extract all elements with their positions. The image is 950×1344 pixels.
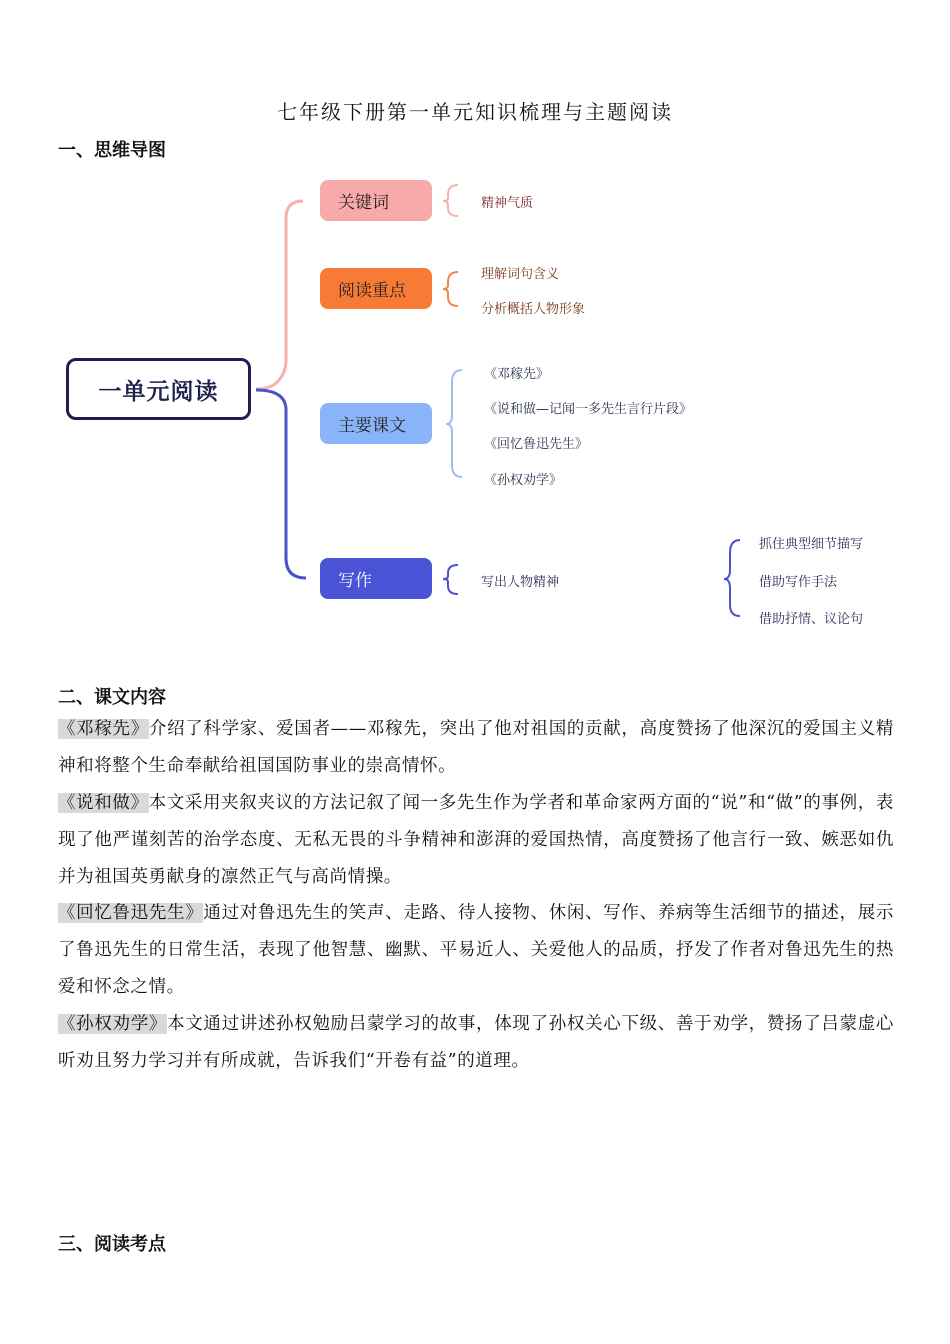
mind-map-connectors — [0, 0, 950, 660]
branch-label: 关键词 — [338, 193, 389, 213]
lesson-title-highlight: 《邓稼先》 — [58, 719, 149, 739]
branch-label: 阅读重点 — [338, 281, 406, 301]
leaf-sub-item: 借助写作手法 — [759, 575, 838, 590]
branch-label: 写作 — [338, 571, 372, 591]
branch-reading-focus — [320, 268, 432, 309]
leaf-item: 理解词句含义 — [481, 267, 560, 282]
content-paragraph — [58, 895, 894, 1006]
leaf-sub-item: 借助抒情、议论句 — [759, 612, 864, 627]
leaf-item: 《说和做—记闻一多先生言行片段》 — [484, 402, 693, 417]
leaf-item: 分析概括人物形象 — [481, 302, 586, 317]
branch-label: 主要课文 — [338, 416, 406, 436]
leaf-item: 《回忆鲁迅先生》 — [484, 437, 589, 452]
leaf-item: 《邓稼先》 — [484, 367, 550, 382]
section-heading-content: 二、课文内容 — [58, 687, 166, 708]
paragraph-text: 本文采用夹叙夹议的方法记叙了闻一多先生作为学者和革命家两方面的“说”和“做”的事例，表现了他严谨刻苦的治学态度、无私无畏的斗争精神和澎湃的爱国热情，高度赞扬了他言行一致、嫉恶如仇并为祖国英勇献身的凛然正气与高尚情操。 — [58, 793, 894, 887]
mind-map-root: 一单元阅读 — [66, 358, 251, 420]
document-title: 七年级下册第一单元知识梳理与主题阅读 — [277, 100, 673, 124]
leaf-sub-item: 抓住典型细节描写 — [759, 537, 864, 552]
content-paragraph — [58, 711, 894, 785]
leaf-item: 精神气质 — [481, 196, 534, 211]
lesson-title-highlight: 《孙权劝学》 — [58, 1014, 168, 1034]
section-heading-exam-points: 三、阅读考点 — [58, 1234, 166, 1255]
paragraph-text: 本文通过讲述孙权勉励吕蒙学习的故事，体现了孙权关心下级、善于劝学，赞扬了吕蒙虚心听劝且努力学习并有所成就，告诉我们“开卷有益”的道理。 — [58, 1014, 894, 1071]
section-heading-mindmap: 一、思维导图 — [58, 140, 166, 161]
lesson-title-highlight: 《说和做》 — [58, 793, 149, 813]
branch-writing — [320, 558, 432, 599]
mind-map — [0, 0, 950, 660]
branch-keywords — [320, 180, 432, 221]
paragraph-text: 介绍了科学家、爱国者——邓稼先，突出了他对祖国的贡献，高度赞扬了他深沉的爱国主义精神和将整个生命奉献给祖国国防事业的崇高情怀。 — [58, 719, 894, 776]
leaf-item: 《孙权劝学》 — [484, 473, 563, 488]
leaf-item: 写出人物精神 — [481, 575, 560, 590]
lesson-title-highlight: 《回忆鲁迅先生》 — [58, 903, 204, 923]
paragraph-text: 通过对鲁迅先生的笑声、走路、待人接物、休闲、写作、养病等生活细节的描述，展示了鲁迅先生的日常生活，表现了他智慧、幽默、平易近人、关爱他人的品质，抒发了作者对鲁迅先生的热爱和怀念之情。 — [58, 903, 894, 997]
branch-main-texts — [320, 403, 432, 444]
content-paragraph — [58, 785, 894, 896]
content-paragraph — [58, 1006, 894, 1080]
